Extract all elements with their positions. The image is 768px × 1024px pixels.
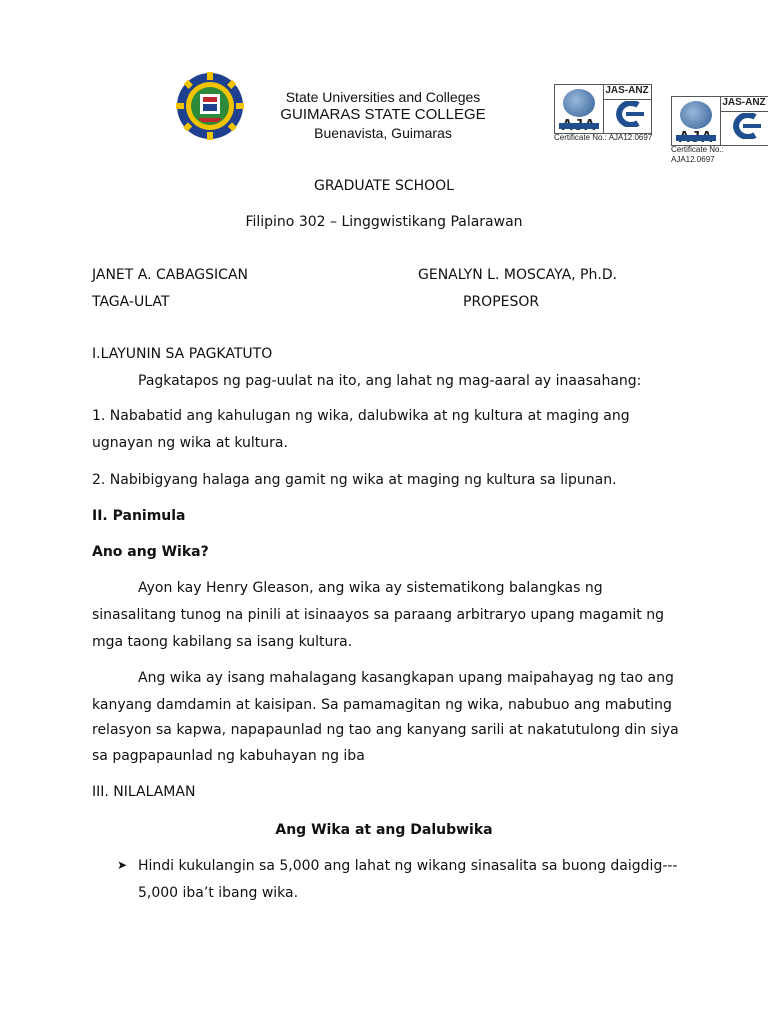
professor-role: PROPESOR [463, 294, 540, 310]
paragraph-line: kanyang damdamin at kaisipan. Sa pamamagitan ng wika, nabubuo ang mabuting [92, 697, 672, 713]
cert-caption: Certificate No.: AJA12.0697 [554, 133, 653, 142]
arrow-bullet-icon: ➤ [117, 858, 128, 872]
professor-name: GENALYN L. MOSCAYA, Ph.D. [418, 267, 618, 283]
section-heading: III. NILALAMAN [92, 784, 196, 800]
paragraph-line: 5,000 iba’t ibang wika. [138, 885, 299, 901]
paragraph-line: sa pagpapaunlad ng kabuhayan ng iba [92, 748, 365, 764]
subheading: Ano ang Wika? [92, 544, 209, 560]
cert-body: JAS-ANZ [720, 97, 768, 112]
paragraph-line: 1. Nababatid ang kahulugan ng wika, dalubwika at ng kultura at maging ang [92, 408, 630, 424]
paragraph-line: Pagkatapos ng pag-uulat na ito, ang lahat ng mag-aaral ay inaasahang: [138, 373, 642, 389]
paragraph-line: mga taong kabilang sa isang kultura. [92, 634, 353, 650]
cert-body: JAS-ANZ [603, 85, 651, 100]
paragraph-line: 2. Nabibigyang halaga ang gamit ng wika at maging ng kultura sa lipunan. [92, 472, 617, 488]
paragraph-line: relasyon sa kapwa, napapaunlad ng tao ang kanyang sarili at nakatutulong din siya [92, 722, 679, 738]
college-name: GUIMARAS STATE COLLEGE [280, 106, 486, 123]
paragraph-line: Ang wika ay isang mahalagang kasangkapan upang maipahayag ng tao ang [138, 670, 674, 686]
certification-logo-icon [554, 84, 652, 134]
section-heading: II. Panimula [92, 508, 186, 524]
reporter-role: TAGA-ULAT [92, 294, 170, 310]
college-location: Buenavista, Guimaras [314, 125, 452, 141]
course-title: Filipino 302 – Linggwistikang Palarawan [245, 214, 523, 230]
paragraph-line: Hindi kukulangin sa 5,000 ang lahat ng wikang sinasalita sa buong daigdig--- [138, 858, 678, 874]
paragraph-line: sinasalitang tunog na pinili at isinaayos sa paraang arbitraryo upang magamit ng [92, 607, 664, 623]
header-line: State Universities and Colleges [285, 89, 481, 105]
certification-logo-icon [671, 96, 768, 146]
subheading: Ang Wika at ang Dalubwika [275, 822, 493, 838]
school-title: GRADUATE SCHOOL [314, 178, 454, 194]
section-heading: I.LAYUNIN SA PAGKATUTO [92, 346, 273, 362]
reporter-name: JANET A. CABAGSICAN [92, 267, 248, 283]
paragraph-line: ugnayan ng wika at kultura. [92, 435, 288, 451]
paragraph-line: Ayon kay Henry Gleason, ang wika ay sistematikong balangkas ng [138, 580, 603, 596]
cert-caption: Certificate No.: AJA12.0697 [671, 145, 724, 164]
